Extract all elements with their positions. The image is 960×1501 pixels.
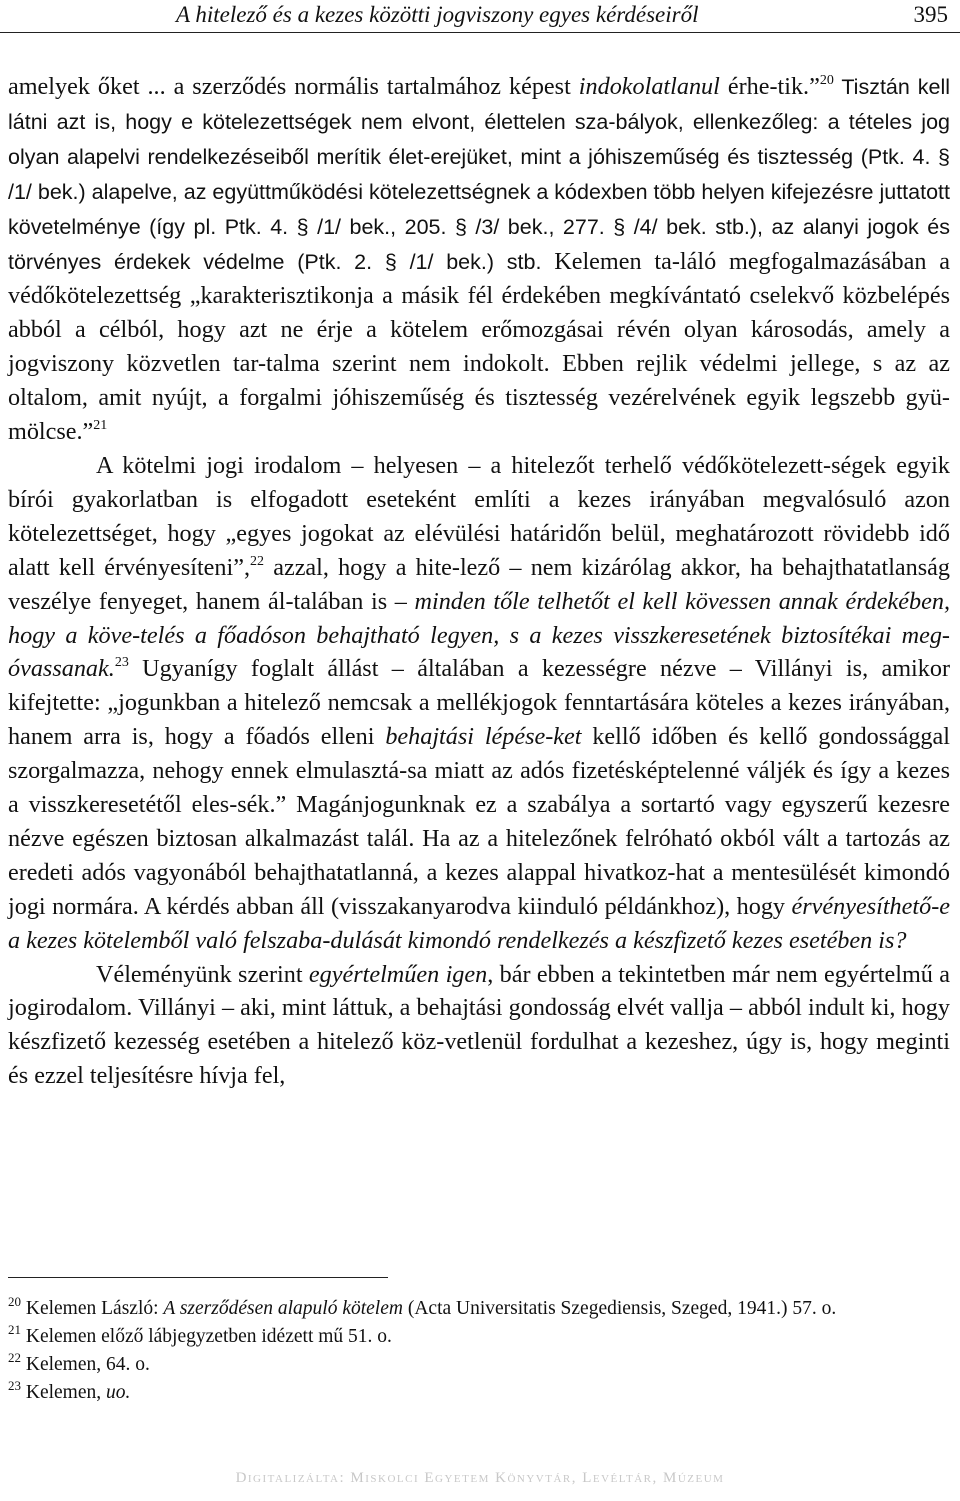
footnote-separator (8, 1277, 388, 1278)
text-run: Ugyanígy foglalt állást – általában a kezességre nézve – Villányi is, amikor kifejtette: „jogunkban a hitelező nemcsak a mellékjogok fenntartására köteles a kezes irányában, hanem arra is, hogy a főadós elleni (8, 655, 950, 751)
footnote-number: 21 (8, 1322, 21, 1337)
footnote-text: (Acta Universitatis Szegediensis, Szeged, 1941.) 57. o. (402, 1298, 837, 1319)
emphasis: behajtási lépése-ket (385, 723, 582, 751)
footnote-20 (8, 1295, 950, 1323)
emphasis: egyértelműen igen (308, 960, 488, 988)
page-number: 395 (913, 2, 948, 27)
text-run: , bár ebben a tekintetben már nem egyértelmű a jogirodalom. Villányi – aki, mint láttuk, a behajtási gondosság elvét vallja – abból indult ki, hogy készfizető kezesség esetében a hitelező köz-vetlenül fordulhat a kezeshez, úgy is, hogy meginti és ezzel teljesítésre hívja fel, (8, 960, 950, 1090)
text-run: érhe-tik.” (719, 73, 820, 100)
footnote-ref[interactable]: 22 (250, 553, 265, 569)
emphasis: minden tőle telhetőt el kell kövessen annak érdekében, hogy a köve-telés a főadóson behajtható legyen, s a kezes visszkeresetének biztosítékai meg-óvassanak. (8, 587, 950, 683)
running-header (0, 0, 960, 33)
text-run: azzal, hogy a hite-lező – nem kizárólag akkor, ha behajthatatlanság veszélye fenyeget, hanem ál-talában is – (8, 553, 950, 615)
footnote-text: Kelemen, 64. o. (21, 1354, 150, 1375)
main-text (8, 70, 950, 1093)
footnote-ref[interactable]: 20 (819, 73, 834, 88)
footnotes (8, 1295, 950, 1407)
emphasis: indokolatlanul (578, 73, 720, 100)
footnote-title: uo. (106, 1382, 131, 1403)
footnote-text: Kelemen László: (21, 1298, 164, 1319)
paragraph-1 (8, 70, 950, 449)
footnote-number: 23 (8, 1378, 21, 1393)
footnote-ref[interactable]: 21 (93, 418, 108, 434)
text-run: Kelemen ta-láló megfogalmazásában a védőkötelezettség „karakterisztikonja a másik fél érdekében megkívántató cselekvő közbelépés abból a célból, hogy azt ne érje a kötelem erőmozgásai révén olyan károsodás, amely a jogviszony közvetlen tar-talma szerint nem indokolt. Ebben rejlik védelmi jellege, s az az oltalom, amit nyújt, a forgalmi jóhiszeműség és tisztesség vezérelvének egyik legszebb gyü-mölcse.” (8, 247, 950, 446)
footnote-22 (8, 1351, 950, 1379)
paragraph-3 (8, 958, 950, 1094)
digitization-stamp: Digitalizálta: Miskolci Egyetem Könyvtár, Levéltár, Múzeum (235, 1470, 725, 1486)
text-run: amelyek őket ... a szerződés normális tartalmához képest (8, 73, 579, 100)
footnote-title: A szerződésen alapuló kötelem (163, 1298, 403, 1319)
footnote-ref[interactable]: 23 (114, 655, 129, 671)
footnote-text: Kelemen, (21, 1382, 107, 1403)
paragraph-2 (8, 449, 950, 958)
text-run: kellő időben és kellő gondossággal szorgalmazza, nehogy ennek elmulasztá-sa miatt az adós fizetésképtelenné váljék és így a kezes a visszkeresetétől eles-sék.” Magánjogunknak ez a szabálya a sortartó vagy egyszerű kezesre nézve egészen biztosan alkalmazást talál. Ha az a hitelezőnek felróható okból vált a tartozás az eredeti adós vagyonából behajthatatlanná, a kezes alappal hivatkoz-hat a mentesülését kimondó jogi normára. A kérdés abban áll (visszakanyarodva kiinduló példánkhoz), hogy (8, 723, 950, 920)
text-run: Véleményünk szerint (96, 960, 309, 988)
footnote-text: Kelemen előző lábjegyzetben idézett mű 51. o. (21, 1326, 392, 1347)
running-title: A hitelező és a kezes közötti jogviszony egyes kérdéseiről (176, 2, 699, 27)
footnote-23 (8, 1379, 950, 1407)
footnote-number: 22 (8, 1350, 21, 1365)
emphasis: érvényesíthető-e a kezes kötelemből való felszaba-dulását kimondó rendelkezés a készfizető kezes esetében is? (8, 892, 950, 954)
footnote-number: 20 (8, 1294, 21, 1309)
text-run: A kötelmi jogi irodalom – helyesen – a hitelezőt terhelő védőkötelezett-ségek egyik bírói gyakorlatban is elfogadott eseteként említi a kezes irányában megvalósuló azon kötelezettséget, hogy „egyes jogokat az elévülési határidőn belül, meghatározott rövidebb idő alatt kell érvényesíteni”, (8, 451, 950, 581)
text-run: Tisztán kell látni azt is, hogy e kötelezettségek nem elvont, élettelen sza-bályok, ellenkezőleg: a tételes jog olyan alapelvi rendelkezéseiből merítik élet-erejüket, mint a jóhiszeműség és tisztesség (Ptk. 4. § /1/ bek.) alapelve, az együttműködési kötelezettségnek a kódexben több helyen kifejezésre juttatott követelménye (így pl. Ptk. 4. § /1/ bek., 205. § /3/ bek., 277. § /4/ bek. stb.), az alanyi jogok és törvényes érdekek védelme (Ptk. 2. § /1/ bek.) stb. (8, 75, 950, 274)
footnote-21 (8, 1323, 950, 1351)
